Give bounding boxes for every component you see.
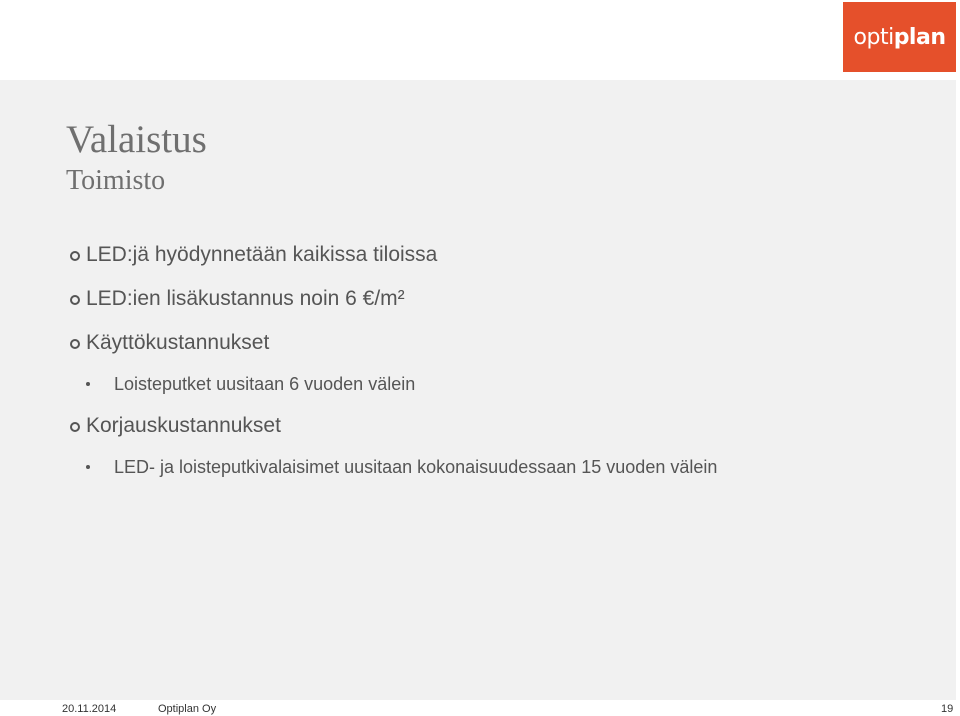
logo-text-bold: plan bbox=[893, 24, 946, 50]
circle-bullet-icon bbox=[70, 295, 80, 305]
circle-bullet-icon bbox=[70, 422, 80, 432]
footer-page-number: 19 bbox=[941, 703, 954, 715]
optiplan-logo bbox=[843, 2, 956, 72]
footer-company: Optiplan Oy bbox=[158, 703, 217, 715]
logo-text-light: opti bbox=[853, 24, 894, 50]
bullet-text: Käyttökustannukset bbox=[86, 331, 270, 354]
logo-text bbox=[854, 25, 946, 50]
circle-bullet-icon bbox=[70, 251, 80, 261]
dot-bullet-icon bbox=[86, 465, 90, 469]
bullet-text: Korjauskustannukset bbox=[86, 414, 281, 437]
sub-bullet-text: Loisteputket uusitaan 6 vuoden välein bbox=[114, 374, 416, 394]
bullet-text: LED:jä hyödynnetään kaikissa tiloissa bbox=[86, 243, 438, 266]
slide-subtitle: Toimisto bbox=[66, 165, 166, 196]
bullet-text: LED:ien lisäkustannus noin 6 €/m² bbox=[86, 287, 405, 310]
slide-title: Valaistus bbox=[66, 118, 207, 161]
footer-date: 20.11.2014 bbox=[62, 703, 117, 715]
dot-bullet-icon bbox=[86, 382, 90, 386]
circle-bullet-icon bbox=[70, 339, 80, 349]
sub-bullet-text: LED- ja loisteputkivalaisimet uusitaan kokonaisuudessaan 15 vuoden välein bbox=[114, 457, 718, 477]
